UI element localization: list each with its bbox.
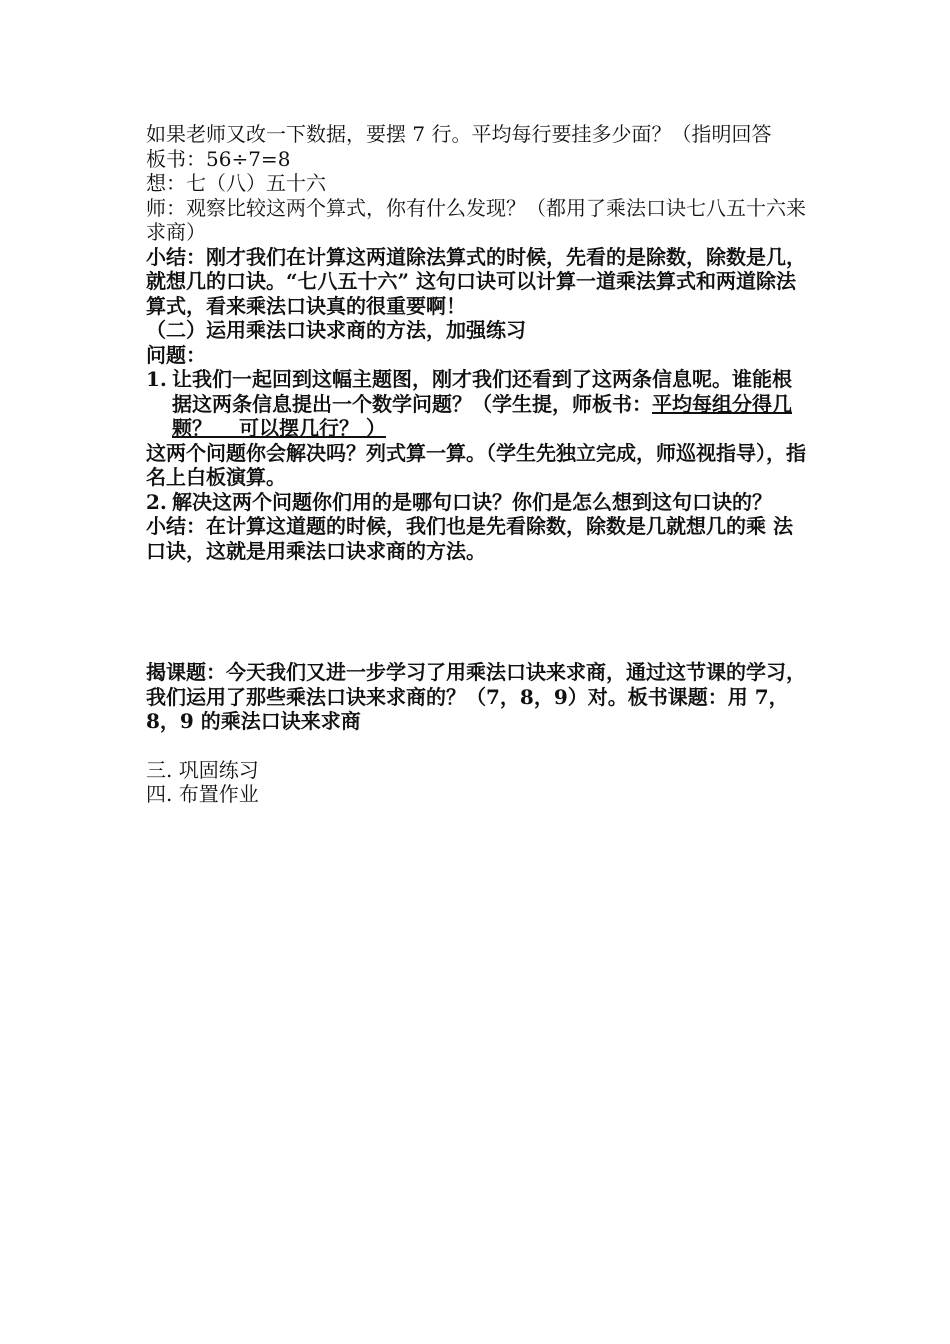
question-paragraph: 如果老师又改一下数据，要摆 7 行。平均每行要挂多少面？（指明回答 xyxy=(146,122,772,146)
list-item-number: 2. xyxy=(146,489,167,514)
summary-paragraph-2: 小结：在计算这道题的时候，我们也是先看除数，除数是几就想几的乘 法口诀，这就是用乘法口诀求商的方法。 xyxy=(146,514,793,563)
list-item-text xyxy=(172,367,810,441)
list-item xyxy=(146,490,810,515)
summary-paragraph-1: 小结：刚才我们在计算这两道除法算式的时候，先看的是除数，除数是几，就想几的口诀。“七八五十六” 这句口诀可以计算一道乘法算式和两道除法算式，看来乘法口诀真的很重要啊！ xyxy=(146,244,806,318)
board-writing-line: 板书：56÷7=8 xyxy=(146,146,291,171)
solve-paragraph: 这两个问题你会解决吗？列式算一算。（学生先独立完成，师巡视指导），指名上白板演算。 xyxy=(146,440,806,489)
problem-label: 问题： xyxy=(146,342,206,367)
section-heading-3: 三. 巩固练习 xyxy=(146,757,259,782)
blank-space xyxy=(146,734,810,758)
list-item-number: 1. xyxy=(146,367,167,391)
blank-space xyxy=(146,563,810,660)
teacher-question-paragraph: 师：观察比较这两个算式，你有什么发现？（都用了乘法口诀七八五十六来求商） xyxy=(146,195,806,244)
list-item xyxy=(146,367,810,441)
section-heading-2: （二）运用乘法口诀求商的方法，加强练习 xyxy=(146,318,526,342)
section-heading-4: 四. 布置作业 xyxy=(146,782,259,806)
think-line: 想：七（八）五十六 xyxy=(146,171,326,195)
document-page xyxy=(146,122,810,807)
list-item-text-main: 让我们一起回到这幅主题图，刚才我们还看到了这两条信息呢。谁能根据这两条信息提出一个数学问题？（学生提，师板书： xyxy=(172,367,792,416)
underlined-board-writing: 平均每组分得几颗？ 可以摆几行？ ） xyxy=(172,391,792,440)
list-item-text: 解决这两个问题你们用的是哪句口诀？你们是怎么想到这句口诀的？ xyxy=(172,489,772,514)
topic-reveal-paragraph: 揭课题：今天我们又进一步学习了用乘法口诀来求商，通过这节课的学习，我们运用了那些乘法口诀来求商的？（7，8，9）对。板书课题：用 7，8，9 的乘法口诀来求商 xyxy=(146,660,806,733)
